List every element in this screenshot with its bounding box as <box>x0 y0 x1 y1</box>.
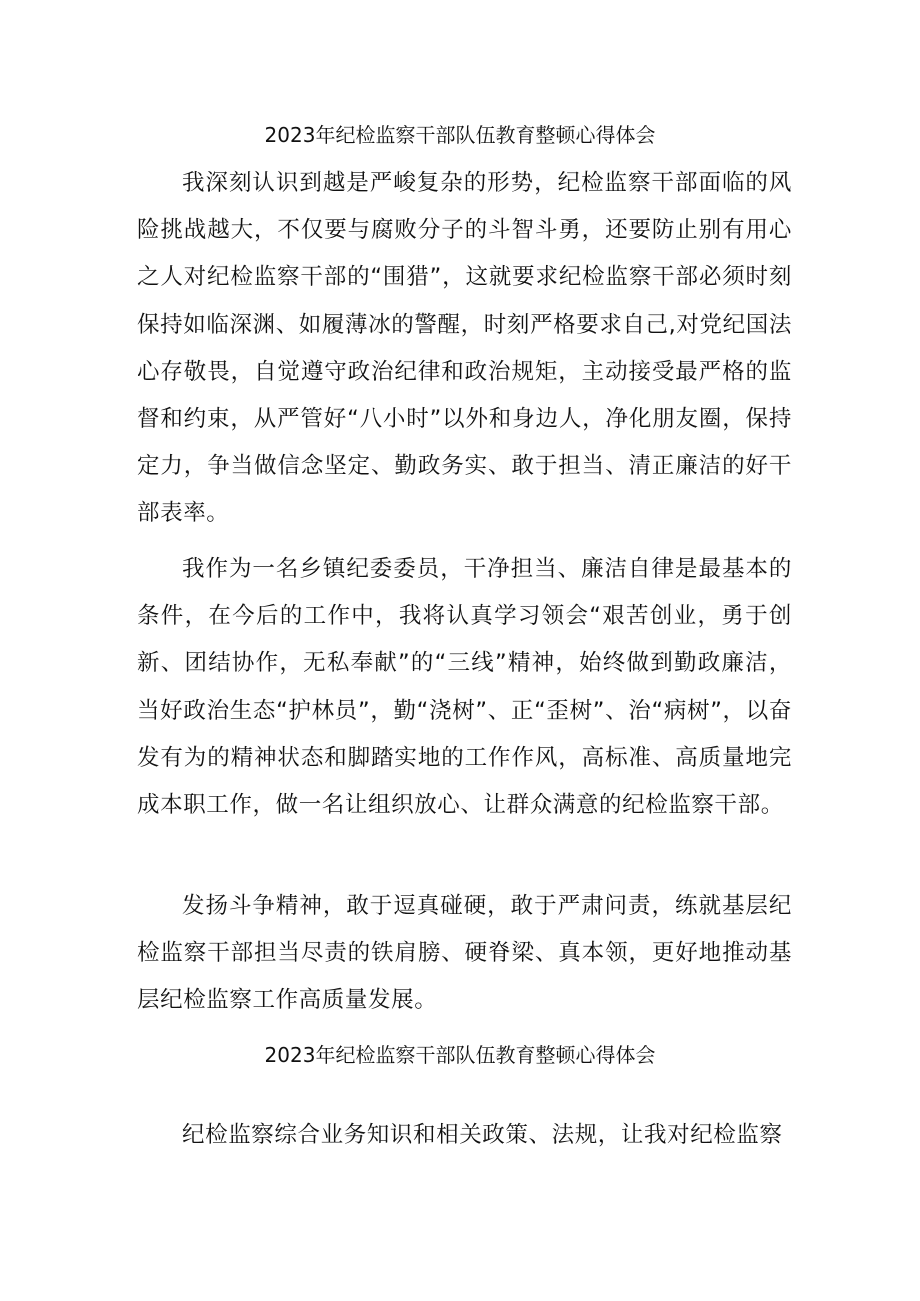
paragraph: 发扬斗争精神，敢于逗真碰硬，敢于严肃问责，练就基层纪检监察干部担当尽责的铁肩膀、硬脊梁、真本领，更好地推动基层纪检监察工作高质量发展。 <box>137 893 792 1014</box>
paragraph: 我作为一名乡镇纪委委员，干净担当、廉洁自律是最基本的条件，在今后的工作中，我将认真学习领会“艰苦创业，勇于创新、团结协作，无私奉献”的“三线”精神，始终做到勤政廉洁，当好政治生态“护林员”，勤“浇树”、正“歪树”、治“病树”，以奋发有为的精神状态和脚踏实地的工作作风，高标准、高质量地完成本职工作，做一名让组织放心、让群众满意的纪检监察干部。 <box>137 556 792 819</box>
document-title: 2023年纪检监察干部队伍教育整顿心得体会 <box>264 123 656 147</box>
document-title-second: 2023年纪检监察干部队伍教育整顿心得体会 <box>264 1043 656 1067</box>
paragraph: 纪检监察综合业务知识和相关政策、法规，让我对纪检监察 <box>182 1122 783 1148</box>
paragraph: 我深刻认识到越是严峻复杂的形势，纪检监察干部面临的风险挑战越大，不仅要与腐败分子的斗智斗勇，还要防止别有用心之人对纪检监察干部的“围猎”，这就要求纪检监察干部必须时刻保持如临深渊、如履薄冰的警醒，时刻严格要求自己,对党纪国法心存敬畏，自觉遵守政治纪律和政治规矩，主动接受最严格的监督和约束，从严管好“八小时”以外和身边人，净化朋友圈，保持定力，争当做信念坚定、勤政务实、敢于担当、清正廉洁的好干部表率。 <box>137 170 792 527</box>
